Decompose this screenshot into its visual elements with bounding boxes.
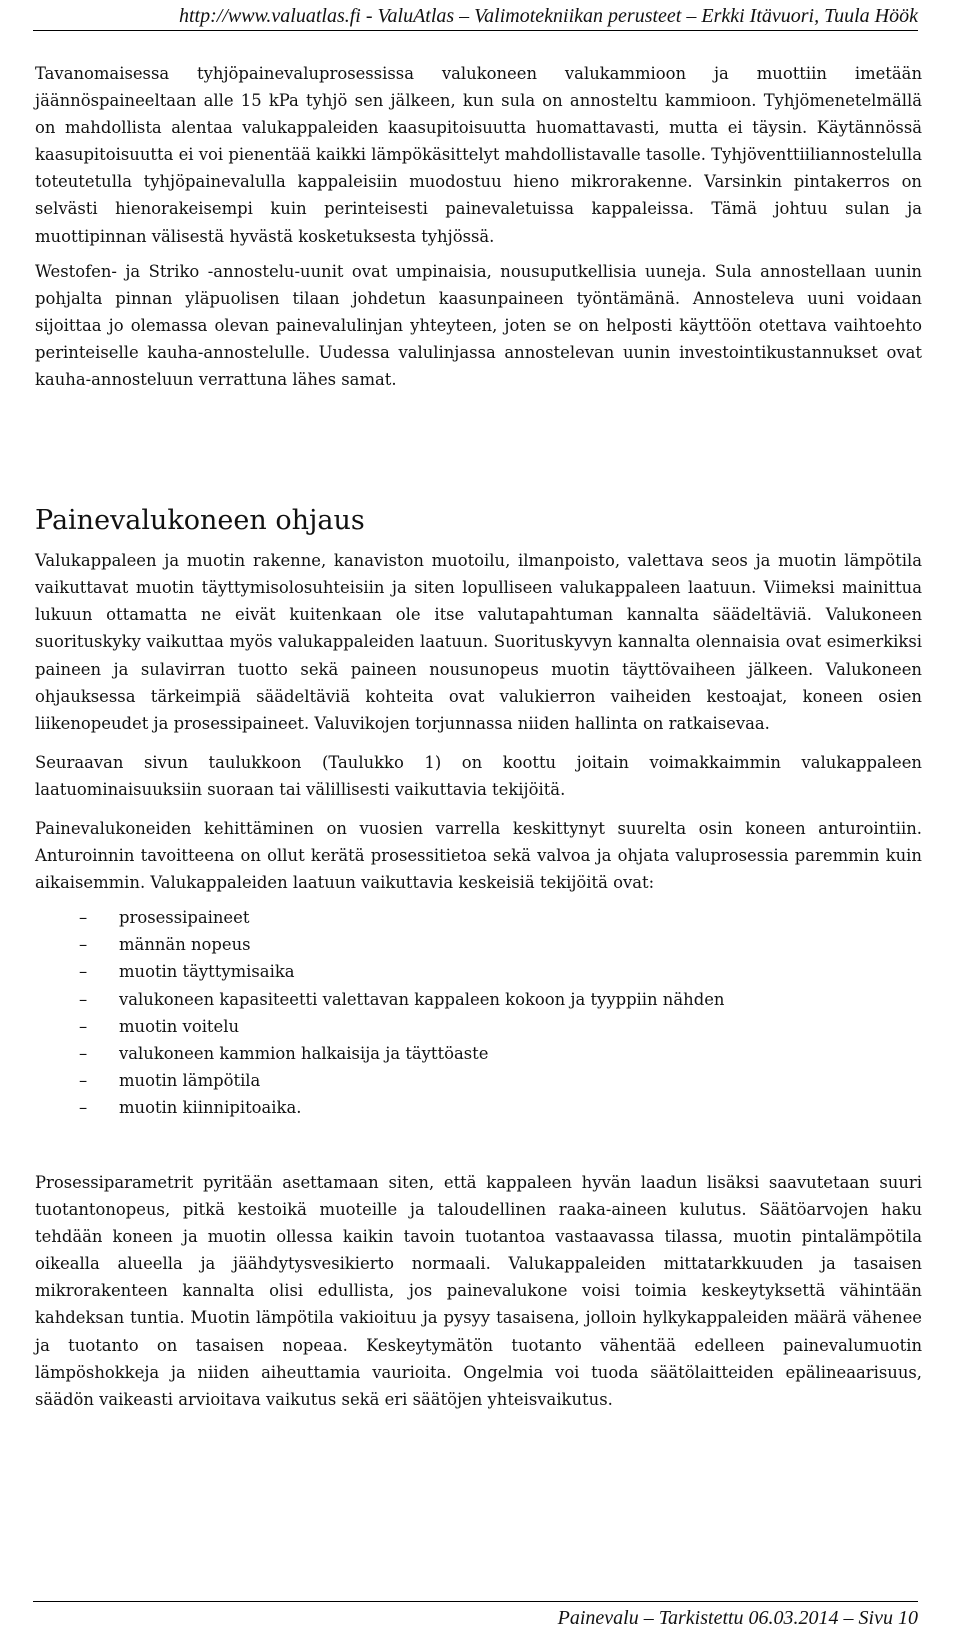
list-item-text: männän nopeus: [119, 935, 251, 955]
list-item-text: valukoneen kapasiteetti valettavan kappaleen kokoon ja tyyppiin nähden: [119, 989, 725, 1009]
intro-paragraph-2: Westofen- ja Striko -annostelu-uunit ovat umpinaisia, nousuputkellisia uuneja. Sula annostellaan uunin pohjalta pinnan yläpuolisen tilaan johdetun kaasunpaineen työntämänä. Annosteleva uuni voidaan sijoittaa jo olemassa olevan painevalulinjan yhteyteen, joten se on helposti käyttöön otettava vaihtoehto perinteiselle kauha-annostelulle. Uudessa valulinjassa annostelevan uunin investointikustannukset ovat kauha-annosteluun verrattuna lähes samat.: [35, 261, 922, 390]
section-paragraph-3: Painevalukoneiden kehittäminen on vuosien varrella keskittynyt suurelta osin koneen anturointiin. Anturoinnin tavoitteena on ollut kerätä prosessitietoa sekä valvoa ja ohjata valuprosessia paremmin kuin aikaisemmin. Valukappaleiden laatuun vaikuttavia keskeisiä tekijöitä ovat:: [35, 818, 922, 893]
section-paragraph-2: Seuraavan sivun taulukkoon (Taulukko 1) on koottu joitain voimakkaimmin valukappaleen laatuominaisuuksiin suoraan tai välillisesti vaikuttavia tekijöitä.: [35, 752, 922, 799]
factor-list: [35, 904, 922, 1121]
dash-marker: –: [79, 1043, 88, 1063]
header-divider: [33, 30, 918, 31]
list-item-text: muotin voitelu: [119, 1016, 240, 1036]
list-item: [35, 1067, 922, 1094]
dash-marker: –: [79, 989, 88, 1009]
intro-paragraph-1: Tavanomaisessa tyhjöpainevaluprosessissa valukoneen valukammioon ja muottiin imetään jäännöspaineeltaan alle 15 kPa tyhjö sen jälkeen, kun sula on annosteltu kammioon. Tyhjömenetelmällä on mahdollista alentaa valukappaleiden kaasupitoisuutta huomattavasti, mutta ei täysin. Käytännössä kaasupitoisuutta ei voi pienentää kaikki lämpökäsittelyt mahdollistavalle tasolle. Tyhjöventtiiliannostelulla toteutetulla tyhjöpainevalulla kappaleisiin muodostuu hieno mikrorakenne. Varsinkin pintakerros on selvästi hienorakeisempi kuin perinteisesti painevaletuissa kappaleissa. Tämä johtuu sulan ja muottipinnan välisestä hyvästä kosketuksesta tyhjössä.: [35, 64, 922, 246]
list-item-text: valukoneen kammion halkaisija ja täyttöaste: [119, 1043, 489, 1063]
section-heading: Painevalukoneen ohjaus: [35, 505, 365, 537]
dash-marker: –: [79, 1070, 88, 1090]
list-item: [35, 1013, 922, 1040]
list-item: [35, 958, 922, 985]
section-paragraph-1: Valukappaleen ja muotin rakenne, kanaviston muotoilu, ilmanpoisto, valettava seos ja muotin lämpötila vaikuttavat muotin täyttymisolosuhteisiin ja siten lopulliseen valukappaleen laatuun. Viimeksi mainittua lukuun ottamatta ne eivät kuitenkaan ole itse valutapahtuman kannalta säädeltäviä. Valukoneen suorituskyky vaikuttaa myös valukappaleiden laatuun. Suorituskyvyn kannalta olennaisia ovat esimerkiksi paineen ja sulavirran tuotto sekä paineen nousunopeus muotin täyttövaiheen jälkeen. Valukoneen ohjauksessa tärkeimpiä säädeltäviä kohteita ovat valukierron vaiheiden kestoajat, koneen osien liikenopeudet ja prosessipaineet. Valuvikojen torjunnassa niiden hallinta on ratkaisevaa.: [35, 551, 922, 733]
document-body: [35, 60, 922, 1413]
list-item-text: muotin lämpötila: [119, 1070, 261, 1090]
closing-paragraph: Prosessiparametrit pyritään asettamaan siten, että kappaleen hyvän laadun lisäksi saavutetaan suuri tuotantonopeus, pitkä kestoikä muoteille ja taloudellinen raaka-aineen kulutus. Säätöarvojen haku tehdään koneen ja muotin ollessa kaikin tavoin tuotantoa vastaavassa tilassa, muotin pintalämpötila oikealla alueella ja jäähdytysvesikierto normaali. Valukappaleiden mittatarkkuuden ja tasaisen mikrorakenteen kannalta olisi edullista, jos painevalukone voisi toimia keskeytyksettä vähintään kahdeksan tuntia. Muotin lämpötila vakioituu ja pysyy tasaisena, jolloin hylkykappaleiden määrä vähenee ja tuotanto on tasaisen nopeaa. Keskeytymätön tuotanto vähentää edelleen painevalumuotin lämpöshokkeja ja niiden aiheuttamia vaurioita. Ongelmia voi tuoda säätölaitteiden epälineaarisuus, säädön vaikeasti arvioitava vaikutus sekä eri säätöjen yhteisvaikutus.: [35, 1173, 922, 1409]
list-item-text: prosessipaineet: [119, 908, 250, 928]
list-item: [35, 1094, 922, 1121]
dash-marker: –: [79, 1097, 88, 1117]
list-item: [35, 931, 922, 958]
list-item-text: muotin täyttymisaika: [119, 962, 295, 982]
list-item: [35, 1040, 922, 1067]
dash-marker: –: [79, 935, 88, 955]
page-header: http://www.valuatlas.fi - ValuAtlas – Valimotekniikan perusteet – Erkki Itävuori, Tuula Höök: [178, 5, 918, 27]
dash-marker: –: [79, 1016, 88, 1036]
list-item: [35, 986, 922, 1013]
list-item: [35, 904, 922, 931]
dash-marker: –: [79, 962, 88, 982]
dash-marker: –: [79, 908, 88, 928]
footer-divider: [33, 1601, 918, 1602]
page-footer: Painevalu – Tarkistettu 06.03.2014 – Sivu 10: [557, 1607, 918, 1629]
list-item-text: muotin kiinnipitoaika.: [119, 1097, 302, 1117]
